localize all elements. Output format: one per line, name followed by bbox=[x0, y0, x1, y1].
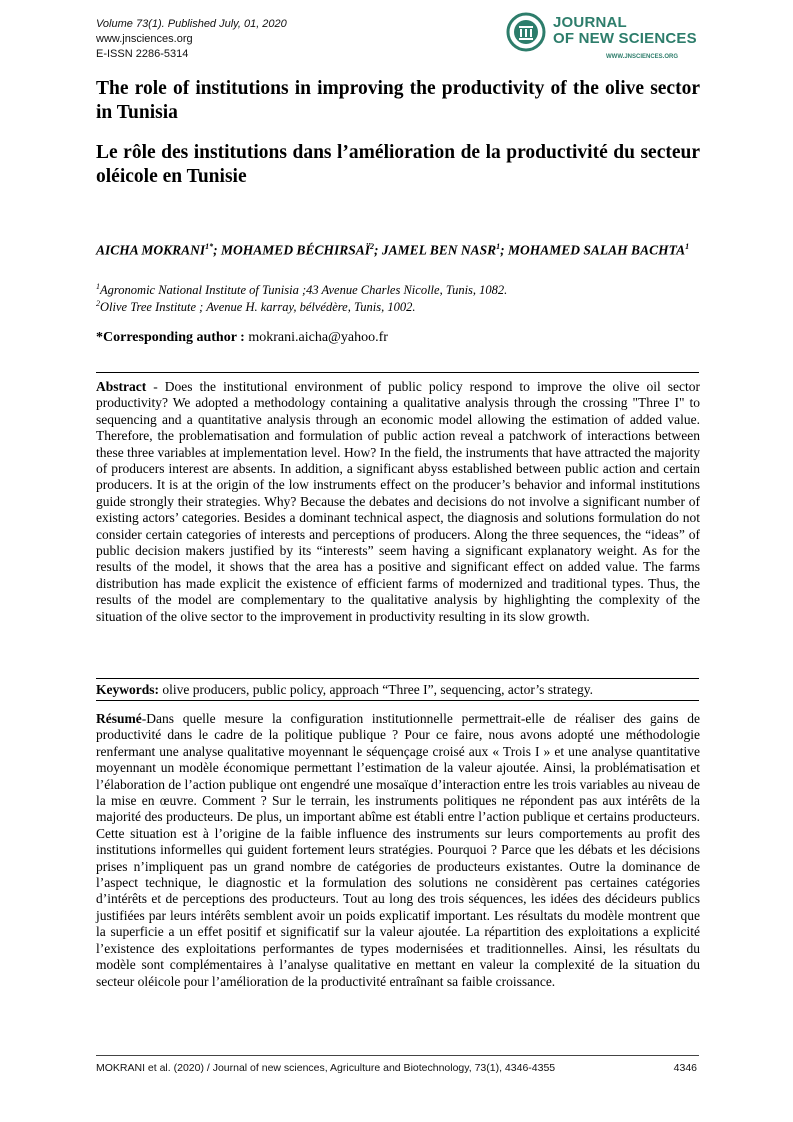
page-number: 4346 bbox=[673, 1062, 697, 1074]
journal-logo-text bbox=[553, 15, 697, 47]
title-french: Le rôle des institutions dans l’amélioration de la productivité du secteur oléicole en Tunisie bbox=[96, 142, 700, 187]
resume-paragraph bbox=[96, 711, 700, 990]
issn-line: E-ISSN 2286-5314 bbox=[96, 48, 189, 60]
author-separator: ; bbox=[500, 242, 509, 258]
volume-line: Volume 73(1). Published July, 01, 2020 bbox=[96, 18, 287, 30]
footer-citation: MOKRANI et al. (2020) / Journal of new sciences, Agriculture and Biotechnology, 73(1), 4346-4355 bbox=[96, 1062, 556, 1074]
journal-website: www.jnsciences.org bbox=[96, 33, 193, 45]
author-name: JAMEL BEN NASR bbox=[381, 242, 497, 258]
author-name: MOHAMED BÉCHIRSAÏ bbox=[221, 242, 370, 258]
journal-header-meta bbox=[96, 17, 287, 62]
affiliation-text: Agronomic National Institute of Tunisia ;43 Avenue Charles Nicolle, Tunis, 1082. bbox=[100, 283, 508, 298]
corresponding-author-email[interactable]: mokrani.aicha@yahoo.fr bbox=[248, 330, 388, 345]
keywords-line bbox=[96, 682, 700, 698]
keywords-text: olive producers, public policy, approach “Three I”, sequencing, actor’s strategy. bbox=[159, 682, 593, 697]
logo-url: WWW.JNSCIENCES.ORG bbox=[606, 54, 679, 60]
resume-label: Résumé bbox=[96, 711, 142, 726]
keywords-top-divider bbox=[96, 678, 699, 679]
corresponding-author bbox=[96, 329, 388, 347]
abstract-text: - Does the institutional environment of public policy respond to improve the olive oil sector productivity? We adopted a methodology containing a qualitative analysis through the crossing "Three I" to sequencing and a quantitative analysis through an economic model allowing the estimation of added value. Therefore, the problematisation and formulation of public action reveal a patchwork of interactions between these three variables at implementation level. How? In the field, the instruments that have attracted the majority of producers interest are absents. In addition, a significant abyss established between public action and certain producers. It is at the origin of the low instruments effect on the producer’s behavior and informal institutions guide strongly their strategies. Why? Because the debates and decisions do not involve a significant number of existing actors’ categories. Besides a dominant technical aspect, the diagnosis and solutions formulation do not consider certain categories of interests and perceptions of producers. Along the three sequences, the “ideas” of public decision makers justified by its “interests” seem having a significant explanatory weight. As for the results of the model, it shows that the area has a positive and significant effect on added value. The farms distribution has made explicit the existence of efficient farms of modernized and traditional types. Thus, the results of the model are complementary to the qualitative analysis by highlighting the complexity of the situation of the olive sector to the improvement in productivity resulting in its slow growth. bbox=[96, 379, 700, 624]
author-affiliation-mark: 1* bbox=[205, 242, 214, 251]
author-separator: ; bbox=[373, 242, 382, 258]
author-name: MOHAMED SALAH BACHTA bbox=[508, 242, 686, 258]
abstract-paragraph bbox=[96, 379, 700, 625]
author-affiliation-mark: 1 bbox=[685, 242, 690, 251]
author-list bbox=[96, 238, 700, 260]
affiliation-text: Olive Tree Institute ; Avenue H. karray, bélvédère, Tunis, 1002. bbox=[100, 300, 416, 315]
journal-emblem-icon bbox=[506, 12, 546, 52]
title-english: The role of institutions in improving the productivity of the olive sector in Tunisia bbox=[96, 78, 700, 123]
affiliation-mark: 1 bbox=[96, 282, 100, 291]
resume-text: -Dans quelle mesure la configuration institutionnelle permettrait-elle de réaliser des gains de productivité dans le cadre de la politique publique ? Pour ce faire, nous avons adopté une méthodologie renfermant une analyse qualitative moyennant le séquençage croisé aux « Trois I » et une analyse quantitative moyennant un modèle économique permettant l’estimation de la valeur ajoutée. Ainsi, la problématisation et l’élaboration de l’action publique ont engendré une mosaïque d’interaction entre les trois variables au niveau de la mise en œuvre. Comment ? Sur le terrain, les instruments politiques ne répondent pas aux intérêts de la majorité des producteurs. De plus, un important abîme est établi entre l’action publique et certains producteurs. Cette situation est à l’origine de la faible influence des instruments sur leurs comportements au profit des institutions informelles qui guident fortement leurs stratégies. Pourquoi ? Parce que les débats et les décisions prises n’impliquent pas un grand nombre de catégories de producteurs existantes. Outre la dominance de l’aspect technique, le diagnostic et la formulation des solutions ne considèrent pas certaines catégories d’intérêts et de perceptions des producteurs. Tout au long des trois séquences, les idées des décideurs publics justifiées par leurs intérêts semblent avoir un poids explicatif important. Les résultats du modèle montrent que la superficie a un effet positif et significatif sur la valeur ajoutée. La répartition des exploitations a explicité l’existence des exploitations performantes de types modernisées et traditionnelles. Ainsi, les résultats du modèle sont complémentaires à l’analyse qualitative en mettant en valeur la complexité de la situation du secteur oléicole pour l’amélioration de la productivité entraînant sa faible croissance. bbox=[96, 711, 700, 989]
author-affiliation-mark: 1 bbox=[496, 242, 501, 251]
logo-line-1: JOURNAL bbox=[553, 14, 627, 31]
logo-line-2: OF NEW SCIENCES bbox=[553, 30, 697, 47]
journal-logo bbox=[506, 12, 702, 66]
corresponding-author-label: *Corresponding author : bbox=[96, 330, 245, 345]
abstract-top-divider bbox=[96, 372, 699, 373]
keywords-bottom-divider bbox=[96, 700, 699, 701]
keywords-label: Keywords: bbox=[96, 682, 159, 697]
abstract-label: Abstract bbox=[96, 379, 147, 394]
author-affiliation-mark: 2 bbox=[369, 242, 374, 251]
affiliation-2 bbox=[96, 296, 696, 315]
page-footer bbox=[96, 1061, 700, 1075]
author-separator: ; bbox=[213, 242, 222, 258]
footer-divider bbox=[96, 1055, 699, 1056]
author-name: AICHA MOKRANI bbox=[96, 242, 206, 258]
affiliation-mark: 2 bbox=[96, 299, 100, 308]
